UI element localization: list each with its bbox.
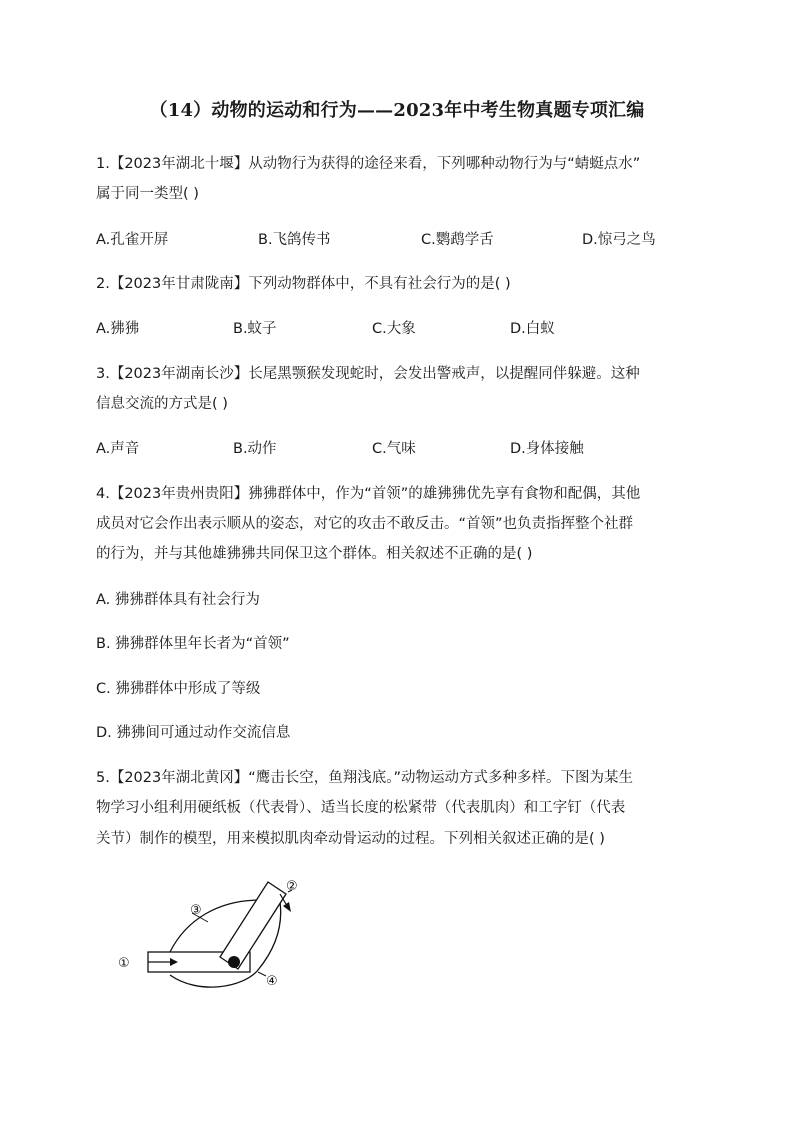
question-2-option-b: B.蚊子 (233, 321, 277, 337)
question-4-option-a: A. 狒狒群体具有社会行为 (96, 592, 260, 608)
question-4-option-d: D. 狒狒间可通过动作交流信息 (96, 725, 291, 741)
question-3-line-1: 3.【2023年湖南长沙】长尾黑颚猴发现蛇时，会发出警戒声，以提醒同伴躲避。这种 (96, 366, 640, 382)
page-title: （14）动物的运动和行为——2023年中考生物真题专项汇编 (149, 100, 645, 121)
arrow-angled-head (283, 902, 291, 912)
question-1-line-1: 1.【2023年湖北十堰】从动物行为获得的途径来看，下列哪种动物行为与“蜻蜓点水” (96, 156, 641, 172)
joint-pin-dot (228, 956, 240, 968)
question-5-line-2: 物学习小组利用硬纸板（代表骨）、适当长度的松紧带（代表肌肉）和工字钉（代表 (96, 800, 626, 816)
question-3-line-2: 信息交流的方式是( ) (96, 396, 228, 412)
question-1-option-c: C.鹦鹉学舌 (421, 232, 494, 248)
question-2-option-a: A.狒狒 (96, 321, 140, 337)
question-3-option-d: D.身体接触 (510, 441, 584, 457)
leader-line-4 (258, 972, 266, 976)
question-1-line-2: 属于同一类型( ) (96, 186, 199, 202)
question-4-line-3: 的行为，并与其他雄狒狒共同保卫这个群体。相关叙述不正确的是( ) (96, 546, 533, 562)
question-3-option-c: C.气味 (372, 441, 416, 457)
question-5-line-1: 5.【2023年湖北黄冈】“鹰击长空，鱼翔浅底。”动物运动方式多种多样。下图为某生 (96, 770, 634, 786)
question-3-option-a: A.声音 (96, 441, 140, 457)
label-2: ② (286, 879, 298, 894)
label-3: ③ (190, 903, 202, 918)
question-2-line-1: 2.【2023年甘肃陇南】下列动物群体中，不具有社会行为的是( ) (96, 276, 511, 292)
question-2-option-d: D.白蚁 (510, 321, 555, 337)
question-4-line-2: 成员对它会作出表示顺从的姿态，对它的攻击不敢反击。“首领”也负责指挥整个社群 (96, 516, 634, 532)
question-4-option-c: C. 狒狒群体中形成了等级 (96, 681, 261, 697)
question-1-option-b: B.飞鸽传书 (258, 232, 331, 248)
bone-angled-rect (220, 882, 286, 969)
question-4-option-b: B. 狒狒群体里年长者为“首领” (96, 636, 290, 652)
label-1: ① (118, 956, 130, 971)
question-1-option-a: A.孔雀开屏 (96, 232, 169, 248)
question-1-option-d: D.惊弓之鸟 (582, 232, 656, 248)
question-4-line-1: 4.【2023年贵州贵阳】狒狒群体中，作为“首领”的雄狒狒优先享有食物和配偶，其他 (96, 486, 641, 502)
question-3-option-b: B.动作 (233, 441, 277, 457)
question-2-option-c: C.大象 (372, 321, 416, 337)
label-4: ④ (266, 974, 278, 989)
muscle-bone-model-diagram (108, 870, 338, 1000)
question-5-line-3: 关节）制作的模型，用来模拟肌肉牵动骨运动的过程。下列相关叙述正确的是( ) (96, 831, 605, 847)
